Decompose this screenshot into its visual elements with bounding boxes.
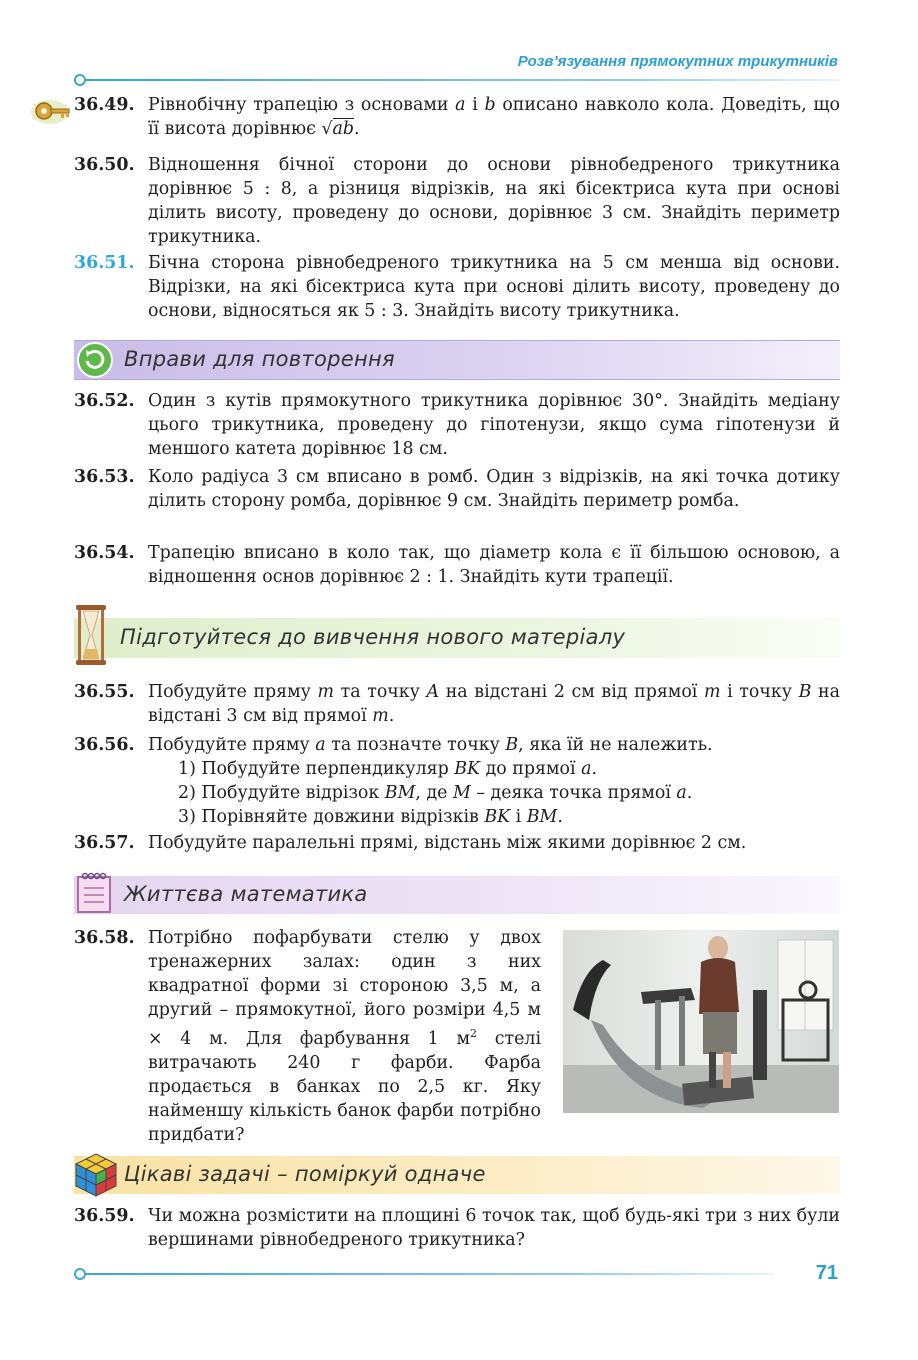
problem-text: і [465, 95, 485, 115]
section-banner-interesting [74, 1156, 840, 1194]
footer-rule [84, 1273, 774, 1275]
problem-number: 36.52. [74, 391, 135, 411]
problem-number: 36.59. [74, 1206, 135, 1226]
problem-36-54 [74, 541, 840, 589]
var: A [426, 682, 440, 702]
problem-text: Потрібно пофарбувати стелю у двох тренажерних залах: один з них квадратної форми зі стороною 3,5 м, а другий – прямокутної, його розміри 4,5 м × 4 м. Для фарбування 1 м [148, 928, 541, 1049]
header-rule [84, 79, 840, 81]
var: B [505, 735, 519, 755]
sqrt-symbol: √ [321, 119, 333, 139]
problem-number: 36.56. [74, 735, 135, 755]
rubiks-cube-icon [74, 1152, 118, 1198]
problem-text: Відношення бічної сторони до основи рівнобедреного трикутника дорівнює 5 : 8, а різниця відрізків, на які бісектриса кута при основі ділить висоту, проведену до основи, дорівнює 3 см. Знайдіть периметр трикутника. [148, 155, 840, 247]
problem-text: Бічна сторона рівнобедреного трикутника на 5 см менша від основи. Відрізки, на які бісектриса кута при основі ділить висоту, проведену до основи, відносяться як 5 : 3. Знайдіть висоту трикутника. [148, 253, 840, 321]
problem-36-55 [74, 680, 840, 728]
subtask-3: 3) Порівняйте довжини відрізків BK і BM. [178, 807, 563, 827]
problem-text: Побудуйте паралельні прямі, відстань між якими дорівнює 2 см. [148, 833, 747, 853]
problem-text: описано навколо кола. Доведіть, що її висота дорівнює [148, 95, 840, 139]
var: m [704, 682, 721, 702]
section-title: Вправи для повторення [124, 347, 395, 371]
problem-36-51 [74, 251, 840, 323]
problem-text: . [388, 706, 395, 726]
problem-number: 36.54. [74, 543, 135, 563]
problem-number: 36.55. [74, 682, 135, 702]
problem-text: Чи можна розмістити на площині 6 точок так, щоб будь-які три з них були вершинами рівнобедреного трикутника? [148, 1206, 840, 1250]
problem-text: на відстані 3 см від прямої [148, 682, 840, 726]
superscript: 2 [470, 1027, 477, 1040]
cycle-icon [76, 341, 114, 379]
problem-number: 36.53. [74, 467, 135, 487]
hourglass-icon [74, 604, 108, 666]
problem-text: . [354, 119, 360, 139]
subtask-2: 2) Побудуйте відрізок BM, де M – деяка точка прямої a. [178, 783, 693, 803]
section-banner-life [74, 876, 840, 914]
var: m [372, 706, 389, 726]
var: B [798, 682, 812, 702]
var: a [315, 735, 326, 755]
notepad-icon [76, 872, 112, 914]
problem-36-59 [74, 1204, 840, 1252]
var: m [317, 682, 334, 702]
problem-text: Побудуйте пряму [148, 735, 316, 755]
problem-number: 36.50. [74, 155, 135, 175]
problem-text: Трапецію вписано в коло так, що діаметр кола є її більшою основою, а відношення основ дорівнює 2 : 1. Знайдіть кути трапеції. [148, 543, 840, 587]
page-number: 71 [815, 1262, 838, 1284]
var: a [455, 95, 466, 115]
problem-text: Один з кутів прямокутного трикутника дорівнює 30°. Знайдіть медіану цього трикутника, проведену до гіпотенузи, якщо сума гіпотенузи й меншого катета дорівнює 18 см. [148, 391, 840, 459]
problem-36-56 [74, 733, 840, 829]
problem-number: 36.51. [74, 253, 135, 273]
problem-text: Рівнобічну трапецію з основами [148, 95, 456, 115]
problem-text: на відстані 2 см від прямої [439, 682, 704, 702]
section-title: Життєва математика [124, 882, 368, 906]
section-title: Підготуйтеся до вивчення нового матеріалу [120, 625, 626, 649]
gym-photo [563, 930, 839, 1113]
problem-number: 36.58. [74, 928, 135, 948]
problem-36-49 [74, 93, 840, 141]
key-icon [30, 96, 74, 126]
problem-36-58 [74, 926, 541, 1147]
subtask-1: 1) Побудуйте перпендикуляр BK до прямої a. [178, 759, 597, 779]
problem-text: та позначте точку [325, 735, 506, 755]
problem-text: та точку [333, 682, 427, 702]
problem-text: і точку [720, 682, 799, 702]
problem-number: 36.57. [74, 833, 135, 853]
problem-36-57 [74, 831, 840, 855]
problem-36-50 [74, 153, 840, 249]
problem-text: , яка їй не належить. [518, 735, 713, 755]
var: b [484, 95, 496, 115]
sqrt-argument: ab [332, 119, 355, 139]
section-banner-prepare [74, 618, 840, 658]
problem-text: стелі витрачають 240 г фарби. Фарба продається в банках по 2,5 кг. Яку найменшу кількість банок фарби потрібно придбати? [148, 1028, 541, 1145]
problem-text: Побудуйте пряму [148, 682, 318, 702]
problem-text: Коло радіуса 3 см вписано в ромб. Один з відрізків, на які точка дотику ділить сторону ромба, дорівнює 9 см. Знайдіть периметр ромба. [148, 467, 840, 511]
problem-36-53 [74, 465, 840, 513]
running-header: Розв’язування прямокутних трикутників [517, 53, 838, 70]
problem-36-52 [74, 389, 840, 461]
section-title: Цікаві задачі – поміркуй одначе [124, 1162, 486, 1186]
problem-number: 36.49. [74, 95, 135, 115]
section-banner-repeat [74, 340, 840, 380]
